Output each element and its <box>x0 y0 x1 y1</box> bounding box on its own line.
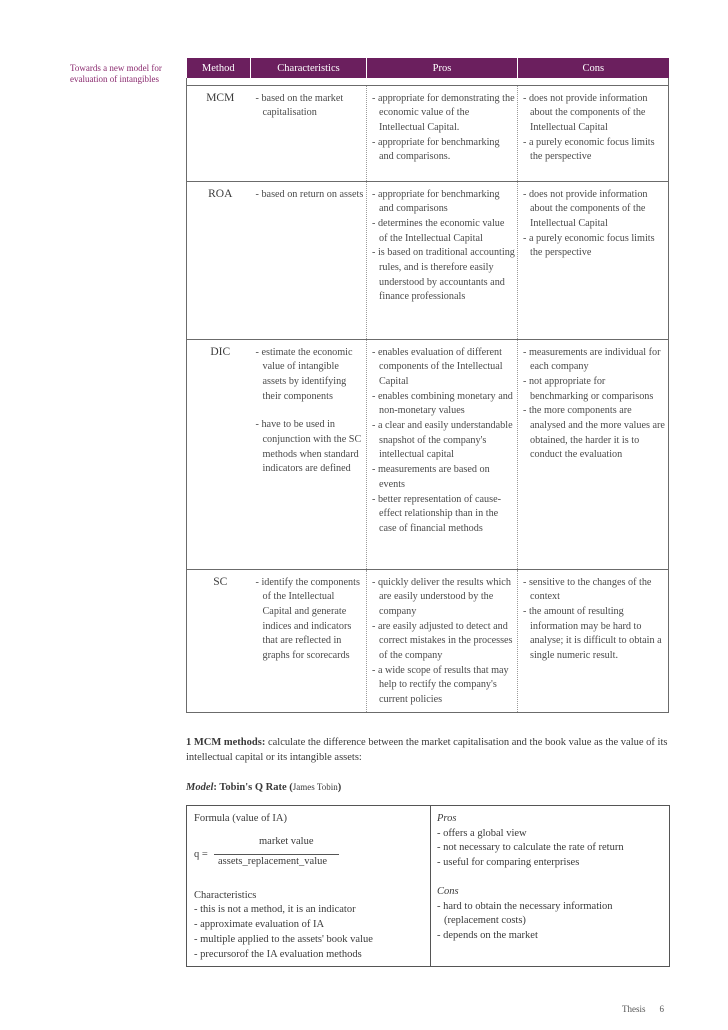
pros-list <box>372 346 515 537</box>
list-item: - appropriate for benchmarking and comparisons. <box>372 136 515 165</box>
table-row <box>187 85 669 181</box>
formula-q: q = <box>194 848 208 860</box>
list-item: - measurements are individual for each company <box>523 346 666 375</box>
list-item: - not necessary to calculate the rate of return <box>437 841 669 856</box>
header-method: Method <box>187 58 251 78</box>
cons-label: Cons <box>437 885 459 897</box>
list-item: - determines the economic value of the Intellectual Capital <box>372 217 515 246</box>
list-item: - does not provide information about the components of the Intellectual Capital <box>523 188 666 232</box>
page-number: 6 <box>659 1004 664 1014</box>
list-item: - quickly deliver the results which are easily understood by the company <box>372 576 515 620</box>
model-author: James Tobin <box>292 782 338 792</box>
table-row <box>187 181 669 339</box>
table-header-row <box>187 58 669 78</box>
list-item: - based on the market capitalisation <box>256 92 365 121</box>
method-name: DIC <box>210 345 231 358</box>
cons-list <box>523 346 666 464</box>
list-item: - does not provide information about the components of the Intellectual Capital <box>523 92 666 136</box>
list-item: - enables evaluation of different components of the Intellectual Capital <box>372 346 515 390</box>
model-title <box>186 782 341 793</box>
characteristics-list <box>256 188 365 203</box>
list-item: - a clear and easily understandable snapshot of the company's intellectual capital <box>372 419 515 463</box>
formula-numerator: market value <box>259 835 314 847</box>
list-item: - the more components are analysed and the more values are obtained, the harder it is to conduct the evaluation <box>523 404 666 463</box>
method-name: MCM <box>206 91 235 104</box>
list-item: - offers a global view <box>437 827 669 842</box>
list-item: - a purely economic focus limits the perspective <box>523 232 666 261</box>
method-name: SC <box>213 575 228 588</box>
list-item: - appropriate for benchmarking and comparisons <box>372 188 515 217</box>
characteristics-list <box>256 576 365 664</box>
list-item: - approximate evaluation of IA <box>194 918 430 933</box>
method-name: ROA <box>208 187 233 200</box>
pros-list <box>372 576 515 708</box>
list-item: - based on return on assets <box>256 188 365 203</box>
list-item: - are easily adjusted to detect and correct mistakes in the processes of the company <box>372 620 515 664</box>
header-characteristics: Characteristics <box>251 58 367 78</box>
footer-label: Thesis <box>622 1004 646 1014</box>
list-item: - a wide scope of results that may help to rectify the company's current policies <box>372 664 515 708</box>
pros-list <box>372 188 515 306</box>
cons-list <box>523 576 666 664</box>
cons-list <box>523 188 666 262</box>
pros-cons-panel <box>431 806 669 966</box>
header-pros: Pros <box>367 58 518 78</box>
list-item: - appropriate for demonstrating the economic value of the Intellectual Capital. <box>372 92 515 136</box>
formula-denominator: assets_replacement_value <box>218 855 328 867</box>
model-name: : Tobin's Q Rate ( <box>213 782 293 793</box>
formula-panel <box>187 806 431 966</box>
footnote <box>186 735 672 765</box>
list-item: - estimate the economic value of intangible assets by identifying their components <box>256 346 365 405</box>
list-item: - measurements are based on events <box>372 463 515 492</box>
list-item: - better representation of cause-effect relationship than in the case of financial methods <box>372 493 515 537</box>
characteristics-list <box>256 346 365 478</box>
model-suffix: ) <box>337 782 342 793</box>
characteristics-list <box>194 903 430 962</box>
list-item: - not appropriate for benchmarking or comparisons <box>523 375 666 404</box>
characteristics-label: Characteristics <box>194 889 257 901</box>
characteristics-list <box>256 92 365 121</box>
list-item: - useful for comparing enterprises <box>437 856 669 871</box>
margin-note: Towards a new model for evaluation of intangibles <box>70 63 162 85</box>
header-cons: Cons <box>518 58 669 78</box>
list-item: - is based on traditional accounting rules, and is therefore easily understood by accountants and finance professionals <box>372 246 515 305</box>
pros-label: Pros <box>437 813 457 824</box>
list-item: - hard to obtain the necessary information (replacement costs) <box>437 900 669 929</box>
page-footer <box>622 1004 664 1014</box>
list-item: - the amount of resulting information may be hard to analyse; it is difficult to obtain a single numeric result. <box>523 605 666 664</box>
formula-fraction <box>194 835 430 875</box>
list-item: - sensitive to the changes of the context <box>523 576 666 605</box>
pros-list <box>437 827 669 871</box>
list-item: - identify the components of the Intellectual Capital and generate indices and indicators that are reflected in graphs for scorecards <box>256 576 365 664</box>
pros-list <box>372 92 515 166</box>
table-spacer-row <box>187 78 669 85</box>
list-item: - depends on the market <box>437 929 669 944</box>
cons-list <box>437 900 669 944</box>
table-row <box>187 339 669 569</box>
model-prefix: Model <box>186 782 214 793</box>
footnote-text: calculate the difference between the market capitalisation and the book value as the value of its intellectual capital or its intangible assets: <box>186 737 668 763</box>
list-item: - multiple applied to the assets' book value <box>194 933 430 948</box>
formula-box <box>186 805 670 967</box>
footnote-label: 1 MCM methods: <box>186 737 266 748</box>
list-item: - a purely economic focus limits the perspective <box>523 136 666 165</box>
formula-label: Formula (value of IA) <box>194 813 288 824</box>
list-item: - enables combining monetary and non-monetary values <box>372 390 515 419</box>
list-item: - have to be used in conjunction with the SC methods when standard indicators are defined <box>256 418 365 477</box>
list-item: - precursorof the IA evaluation methods <box>194 948 430 963</box>
cons-list <box>523 92 666 166</box>
table-row <box>187 569 669 712</box>
ic-methods-table <box>186 58 669 713</box>
list-item: - this is not a method, it is an indicator <box>194 903 430 918</box>
